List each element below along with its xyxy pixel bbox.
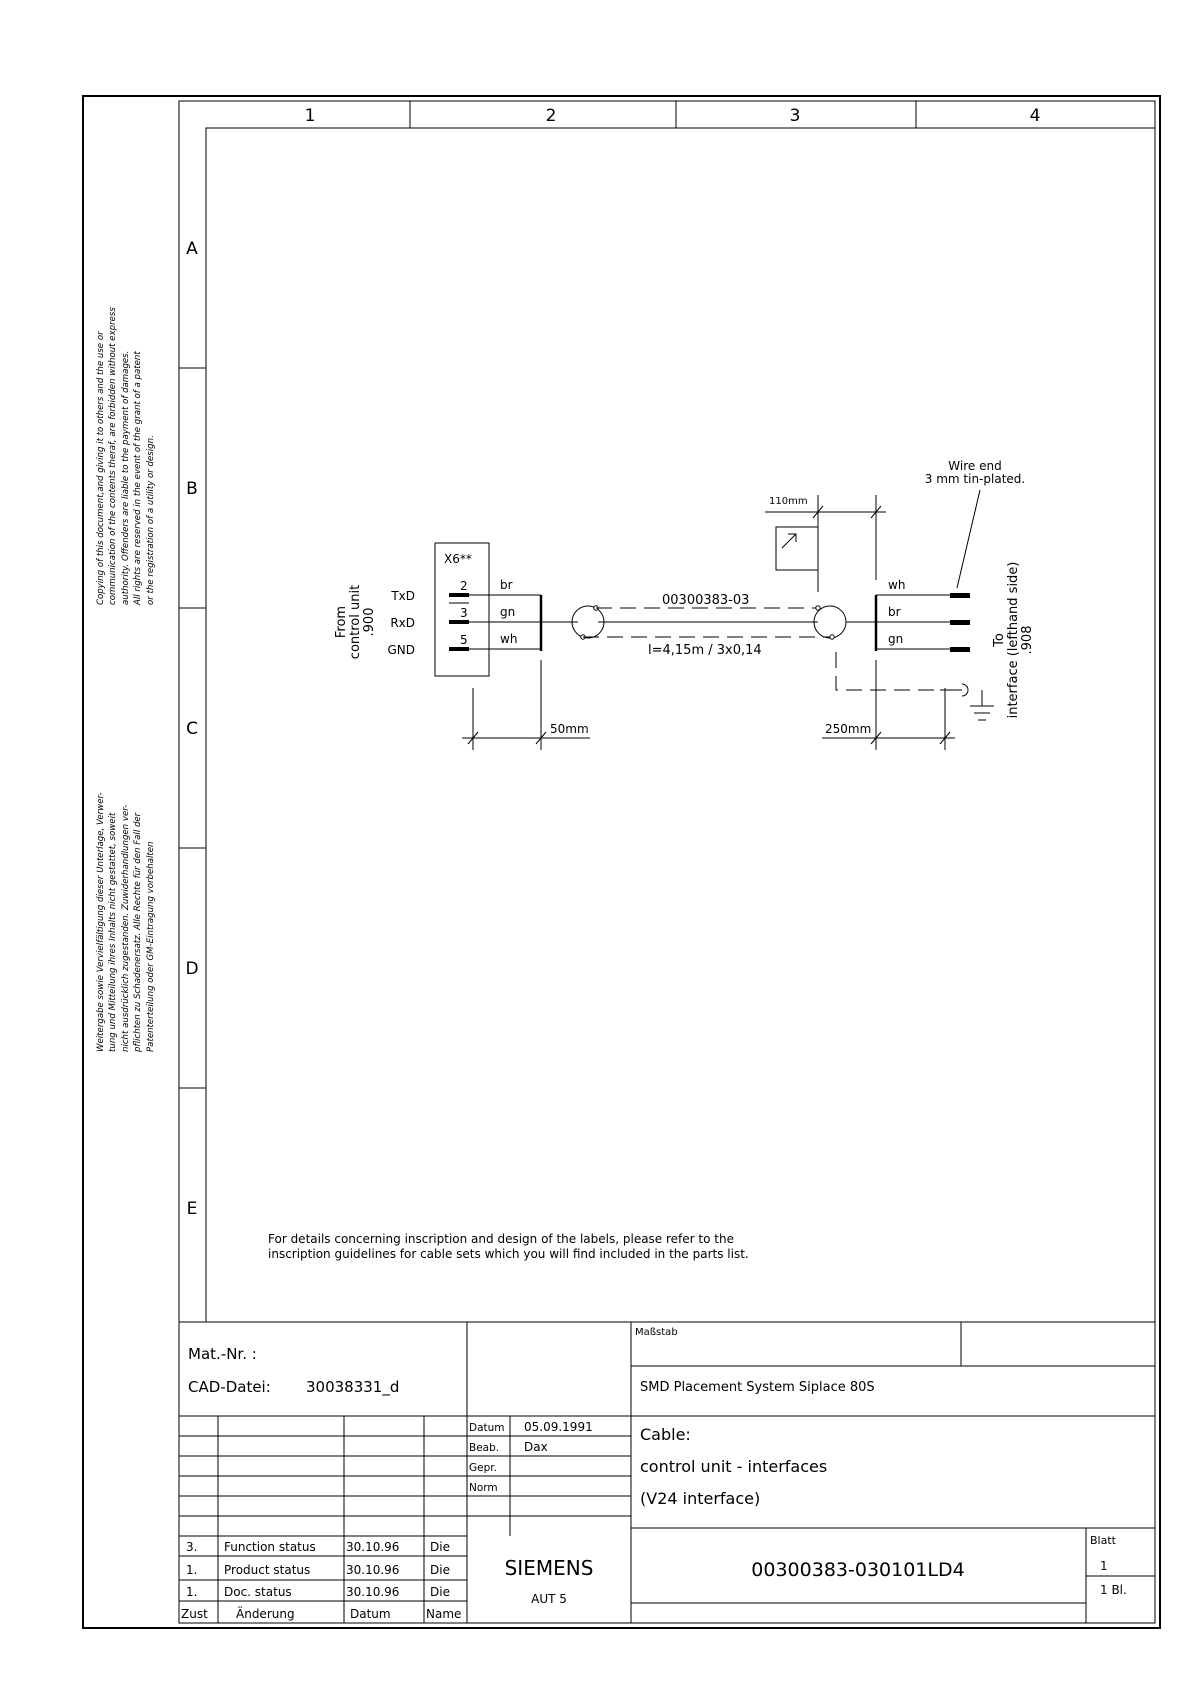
right-color-br: br — [888, 605, 901, 619]
to-label-line-2: interface (lefthand side) — [1006, 561, 1021, 719]
dimension-right: 250mm — [825, 722, 872, 736]
column-label-1: 1 — [304, 106, 316, 126]
department: AUT 5 — [531, 1592, 567, 1606]
rev-3-zust: 1. — [186, 1585, 198, 1599]
row-label-e: E — [186, 1199, 198, 1219]
left-color-br: br — [500, 578, 513, 592]
to-label-line-3: .908 — [1020, 625, 1035, 655]
wiring-diagram — [435, 490, 994, 750]
to-label-line-1: To — [992, 633, 1007, 647]
from-label-line-3: .900 — [362, 607, 377, 637]
rev-2-name: Die — [430, 1563, 450, 1577]
gepr-label: Gepr. — [469, 1462, 497, 1474]
norm-label: Norm — [469, 1482, 498, 1494]
cable-spec: l=4,15m / 3x0,14 — [648, 643, 762, 658]
pin-5: 5 — [460, 633, 468, 647]
from-label-line-2: control unit — [348, 584, 363, 660]
dimension-left: 50mm — [550, 722, 589, 736]
note-line-1: For details concerning inscription and design of the labels, please refer to the — [268, 1232, 734, 1246]
column-label-2: 2 — [545, 106, 557, 126]
rev-1-name: Die — [430, 1540, 450, 1554]
rev-3-date: 30.10.96 — [346, 1585, 400, 1599]
cad-file-value: 30038331_d — [306, 1378, 400, 1396]
column-label-4: 4 — [1029, 106, 1041, 126]
rev-3-name: Die — [430, 1585, 450, 1599]
row-label-d: D — [185, 959, 199, 979]
pin-2: 2 — [460, 579, 468, 593]
row-label-a: A — [186, 239, 198, 259]
rev-1-date: 30.10.96 — [346, 1540, 400, 1554]
beab-label: Beab. — [469, 1442, 500, 1454]
rev-1-text: Function status — [224, 1540, 316, 1554]
mat-nr-label: Mat.-Nr. : — [188, 1345, 257, 1363]
company-logo-text: SIEMENS — [504, 1556, 594, 1580]
system-name: SMD Placement System Siplace 80S — [640, 1380, 875, 1395]
rev-2-date: 30.10.96 — [346, 1563, 400, 1577]
row-label-b: B — [186, 479, 198, 499]
blatt-value: 1 — [1100, 1559, 1108, 1573]
rev-1-zust: 3. — [186, 1540, 198, 1554]
rev-2-text: Product status — [224, 1563, 311, 1577]
cable-id: 00300383-03 — [662, 593, 750, 608]
left-color-wh: wh — [500, 632, 518, 646]
side-note-english: Copying of this document,and giving it to others and the use or communication of the contents theraf, are forbidden without express authority. Offenders are liable to the payment of damages. All rights are reserved in the event of the grant of a patent or the registration of a utility or design. — [96, 307, 156, 605]
signal-gnd: GND — [387, 643, 415, 657]
row-label-c: C — [186, 719, 198, 739]
note-line-2: inscription guidelines for cable sets which you will find included in the parts list. — [268, 1247, 749, 1261]
wire-end-line-1: Wire end — [948, 459, 1002, 473]
wire-end-line-2: 3 mm tin-plated. — [924, 472, 1026, 486]
from-label-line-1: From — [334, 605, 349, 639]
date-label: Datum — [469, 1422, 505, 1434]
document-number: 00300383-030101LD4 — [751, 1559, 965, 1581]
right-color-gn: gn — [888, 632, 904, 646]
left-color-gn: gn — [500, 605, 516, 619]
rev-2-zust: 1. — [186, 1563, 198, 1577]
side-note-german: Weitergabe sowie Vervielfältigung dieser Unterlage, Verwer- tung und Mitteilung ihres Inhalts nicht gestattet, soweit nicht ausdrücklich zugestanden. Zuwiderhandlungen ver- pflichten zu Schadenersatz. Alle Rechte für den Fall der Patenterteilung oder GM-Eintragung vorbehalten — [96, 792, 156, 1052]
rev-header-aenderung: Änderung — [236, 1607, 295, 1621]
scale-label: Maßstab — [635, 1327, 678, 1338]
signal-txd: TxD — [391, 589, 415, 603]
date-value: 05.09.1991 — [524, 1420, 593, 1434]
rev-3-text: Doc. status — [224, 1585, 292, 1599]
signal-rxd: RxD — [390, 616, 415, 630]
rev-header-zust: Zust — [181, 1607, 208, 1621]
connector-label: X6** — [444, 552, 472, 566]
column-label-3: 3 — [789, 106, 801, 126]
sheet-count: 1 Bl. — [1100, 1583, 1127, 1597]
right-color-wh: wh — [888, 578, 906, 592]
title-line-2: control unit - interfaces — [640, 1457, 828, 1476]
rev-header-datum: Datum — [350, 1607, 391, 1621]
blatt-label: Blatt — [1090, 1534, 1116, 1547]
title-line-1: Cable: — [640, 1425, 691, 1444]
pin-3: 3 — [460, 606, 468, 620]
rev-header-name: Name — [426, 1607, 462, 1621]
dimension-top: 110mm — [769, 496, 808, 507]
beab-value: Dax — [524, 1440, 548, 1454]
cad-file-label: CAD-Datei: — [188, 1378, 271, 1396]
title-line-3: (V24 interface) — [640, 1489, 761, 1508]
